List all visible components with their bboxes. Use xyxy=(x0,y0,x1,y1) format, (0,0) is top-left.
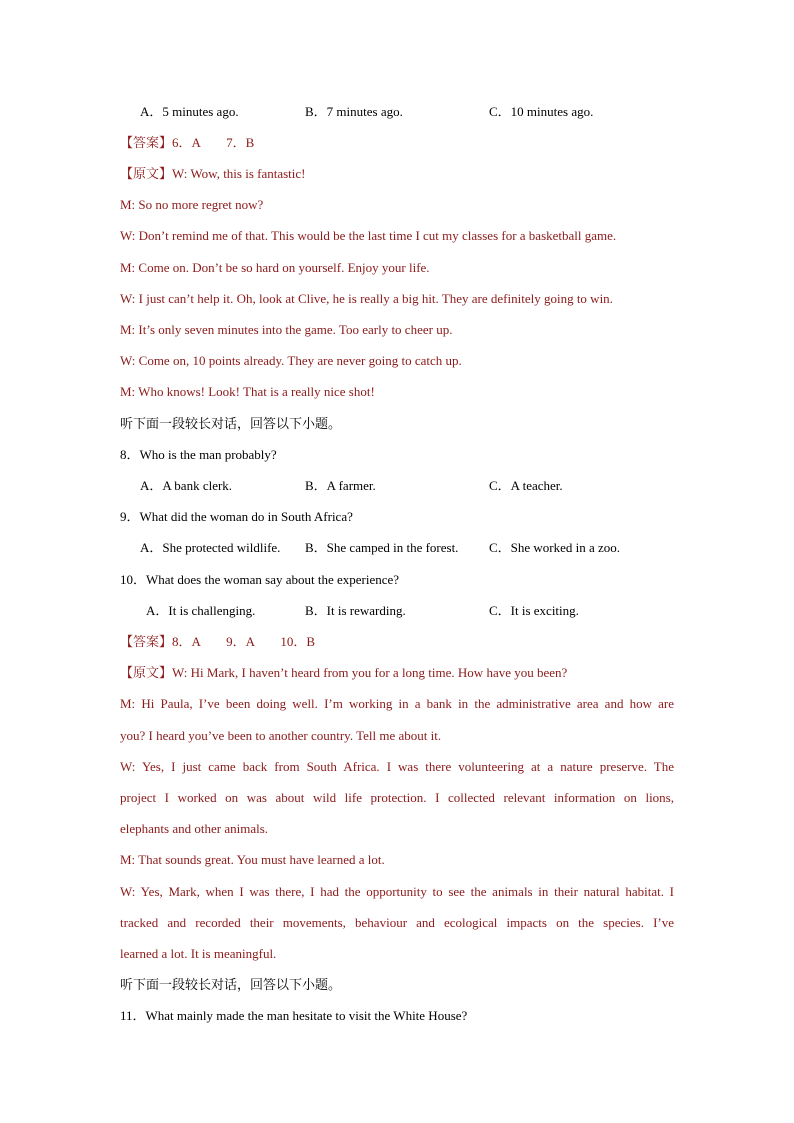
transcript2-line: M: Hi Paula, I’ve been doing well. I’m working in a bank in the administrative area and how are xyxy=(120,696,674,711)
section-intro-2: 听下面一段较长对话，回答以下小题。 xyxy=(120,977,342,992)
q8-option-c: C．A teacher. xyxy=(489,478,563,493)
q10-option-a: A．It is challenging. xyxy=(146,603,256,618)
section-intro: 听下面一段较长对话，回答以下小题。 xyxy=(120,416,342,431)
q10-stem: 10．What does the woman say about the experience? xyxy=(120,572,400,587)
transcript1-line: W: I just can’t help it. Oh, look at Clive, he is really a big hit. They are definitely going to win. xyxy=(120,291,613,306)
q7-option-b: B．7 minutes ago. xyxy=(305,104,403,119)
transcript2-line: W: Yes, I just came back from South Africa. I was there volunteering at a nature preserve. The xyxy=(120,759,674,774)
q7-option-a: A．5 minutes ago. xyxy=(140,104,239,119)
transcript2-line: you? I heard you’ve been to another country. Tell me about it. xyxy=(120,728,442,743)
q8-option-b: B．A farmer. xyxy=(305,478,376,493)
transcript2-line: elephants and other animals. xyxy=(120,821,269,836)
transcript2-line: learned a lot. It is meaningful. xyxy=(120,946,277,961)
q9-option-c: C．She worked in a zoo. xyxy=(489,540,621,555)
q9-stem: 9．What did the woman do in South Africa? xyxy=(120,509,353,524)
q9-option-b: B．She camped in the forest. xyxy=(305,540,459,555)
answer-8-10: 【答案】8．A 9．A 10．B xyxy=(120,634,316,649)
transcript1-line: M: So no more regret now? xyxy=(120,197,264,212)
answer-6-7: 【答案】6．A 7．B xyxy=(120,135,255,150)
transcript2-line: tracked and recorded their movements, behaviour and ecological impacts on the species. I’ve xyxy=(120,915,674,930)
q7-option-c: C．10 minutes ago. xyxy=(489,104,594,119)
transcript1-line: M: Who knows! Look! That is a really nice shot! xyxy=(120,384,375,399)
q10-option-b: B．It is rewarding. xyxy=(305,603,406,618)
transcript2-line: W: Yes, Mark, when I was there, I had the opportunity to see the animals in their natural habitat. I xyxy=(120,884,674,899)
transcript2-line: 【原文】W: Hi Mark, I haven’t heard from you for a long time. How have you been? xyxy=(120,665,568,680)
transcript1-line: W: Come on, 10 points already. They are never going to catch up. xyxy=(120,353,462,368)
q9-option-a: A．She protected wildlife. xyxy=(140,540,281,555)
transcript1-line: M: It’s only seven minutes into the game. Too early to cheer up. xyxy=(120,322,453,337)
transcript1-line: 【原文】W: Wow, this is fantastic! xyxy=(120,166,306,181)
q11-stem: 11．What mainly made the man hesitate to visit the White House? xyxy=(120,1008,468,1023)
q8-stem: 8．Who is the man probably? xyxy=(120,447,277,462)
transcript1-line: W: Don’t remind me of that. This would be the last time I cut my classes for a basketball game. xyxy=(120,228,617,243)
q8-option-a: A．A bank clerk. xyxy=(140,478,233,493)
transcript2-line: M: That sounds great. You must have learned a lot. xyxy=(120,852,385,867)
q10-option-c: C．It is exciting. xyxy=(489,603,579,618)
transcript2-line: project I worked on was about wild life protection. I collected relevant information on lions, xyxy=(120,790,674,805)
transcript1-line: M: Come on. Don’t be so hard on yourself. Enjoy your life. xyxy=(120,260,430,275)
